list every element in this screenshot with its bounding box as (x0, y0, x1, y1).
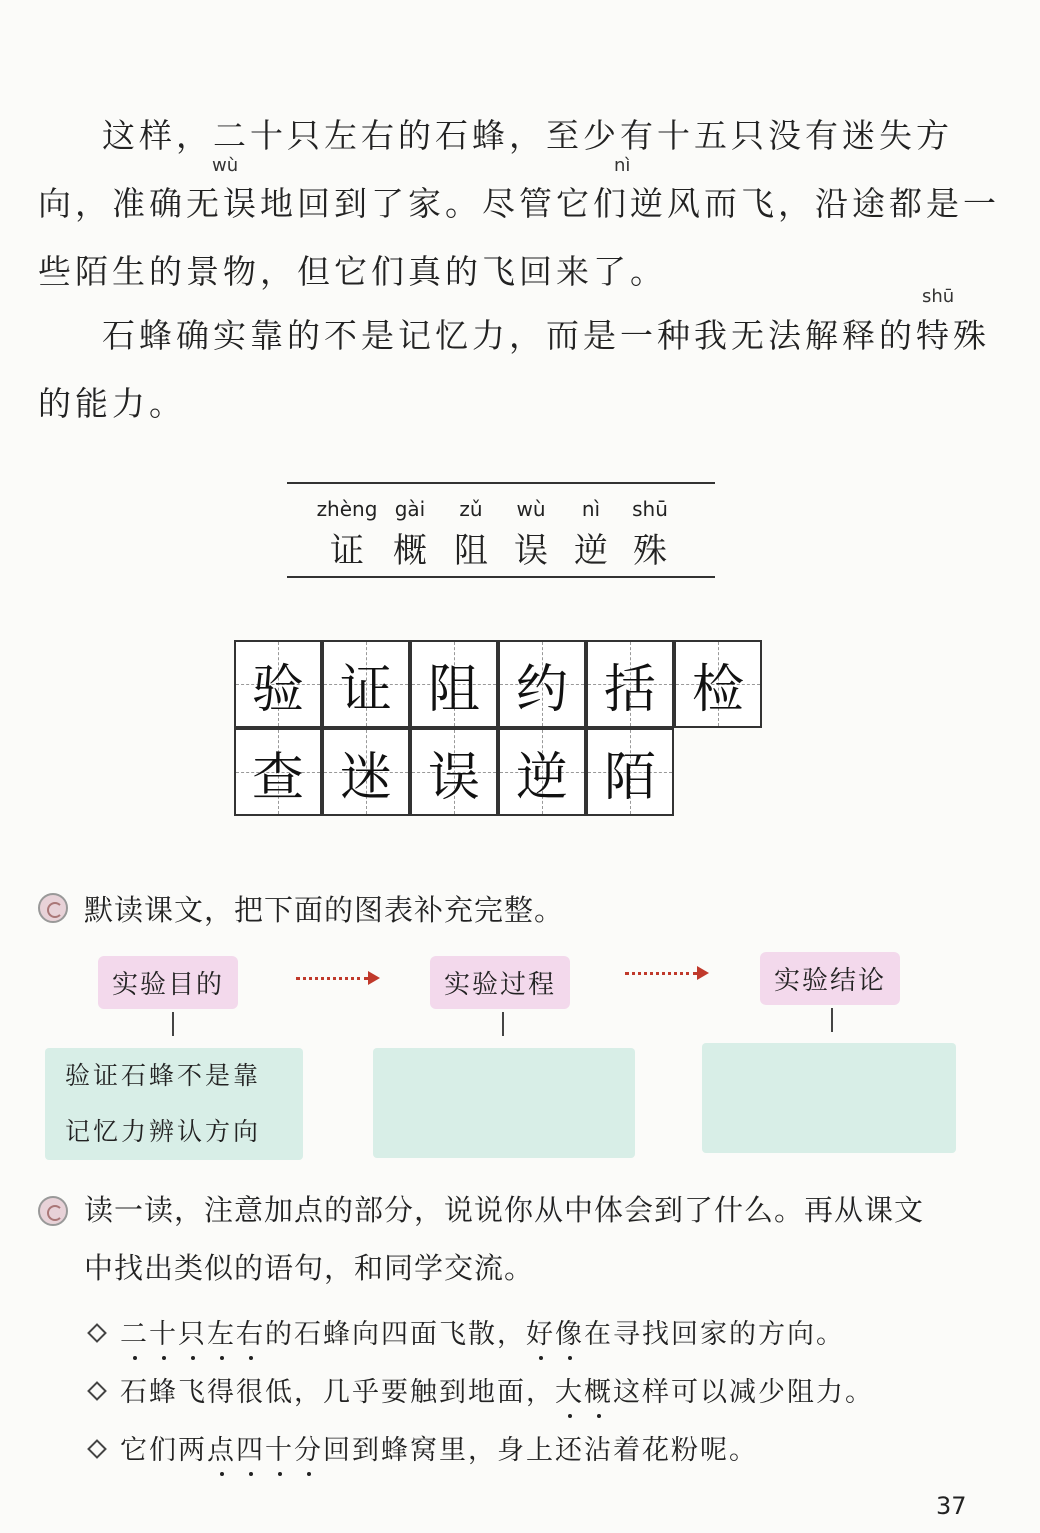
passage-line: 向，准确无误地回到了家。尽管它们逆风而飞，沿途都是一 (38, 184, 1000, 223)
box-text-line: 验证石蜂不是靠 (65, 1061, 262, 1090)
vocab-pinyin: nì (581, 497, 601, 521)
grid-cell: 证 (322, 640, 410, 728)
diagram-tag-purpose: 实验目的 (98, 956, 238, 1009)
diamond-bullet-icon (87, 1323, 107, 1343)
connector-line (172, 1012, 174, 1036)
grid-cell: 误 (410, 728, 498, 816)
grid-cell: 检 (674, 640, 762, 728)
vocab-pinyin: zǔ (459, 497, 483, 521)
vocab-top-rule (287, 482, 715, 484)
vocab-pinyin: wù (516, 497, 546, 521)
vocab-char: 概 (393, 531, 427, 571)
diamond-bullet-icon (87, 1381, 107, 1401)
vocab-pinyin: gài (394, 497, 426, 521)
passage-line: 些陌生的景物，但它们真的飞回来了。 (38, 252, 667, 291)
passage-line: 石蜂确实靠的不是记忆力，而是一种我无法解释的特殊 (102, 316, 990, 355)
vocab-char: 逆 (574, 531, 608, 571)
vocab-pinyin: zhèng (316, 497, 378, 521)
answer-box-purpose (45, 1048, 303, 1160)
diagram-tag-process: 实验过程 (430, 956, 570, 1009)
writing-grid (234, 640, 766, 816)
pinyin-annotation: wù (212, 155, 239, 176)
exercise-icon (38, 1196, 68, 1226)
vocab-char: 阻 (454, 531, 488, 571)
vocab-char: 殊 (633, 531, 667, 571)
grid-cell: 逆 (498, 728, 586, 816)
example-sentence: 它们两点四十分回到蜂窝里，身上还沾着花粉呢。 (90, 1428, 758, 1467)
exercise-instruction: 读一读，注意加点的部分，说说你从中体会到了什么。再从课文 (84, 1193, 925, 1227)
dotted-emphasis: 好像 (526, 1319, 584, 1350)
example-sentence: 二十只左右的石蜂向四面飞散，好像在寻找回家的方向。 (90, 1312, 845, 1351)
vocab-pinyin: shū (632, 497, 668, 521)
grid-cell: 验 (234, 640, 322, 728)
passage-line: 这样，二十只左右的石蜂，至少有十五只没有迷失方 (102, 116, 953, 155)
dotted-emphasis: 二十只左右 (120, 1319, 265, 1350)
example-sentence: 石蜂飞得很低，几乎要触到地面，大概这样可以减少阻力。 (90, 1370, 874, 1409)
page-number: 37 (936, 1492, 967, 1520)
grid-cell: 迷 (322, 728, 410, 816)
answer-box-process[interactable] (373, 1048, 635, 1158)
box-text-line: 记忆力辨认方向 (65, 1117, 262, 1146)
connector-line (502, 1012, 504, 1036)
pinyin-annotation: shū (922, 286, 955, 307)
pinyin-annotation: nì (614, 155, 631, 176)
grid-cell: 查 (234, 728, 322, 816)
passage-line: 的能力。 (38, 384, 186, 423)
exercise-icon (38, 893, 68, 923)
grid-cell: 阻 (410, 640, 498, 728)
vocab-item (610, 497, 690, 572)
diamond-bullet-icon (87, 1439, 107, 1459)
grid-cell: 括 (586, 640, 674, 728)
dotted-emphasis: 点四十分 (207, 1435, 323, 1466)
dotted-emphasis: 大概 (555, 1377, 613, 1408)
grid-cell: 约 (498, 640, 586, 728)
exercise-instruction: 默读课文，把下面的图表补充完整。 (84, 893, 565, 927)
exercise-instruction: 中找出类似的语句，和同学交流。 (84, 1251, 535, 1285)
grid-cell: 陌 (586, 728, 674, 816)
vocab-char: 误 (514, 531, 548, 571)
connector-line (831, 1008, 833, 1032)
vocab-bottom-rule (287, 576, 715, 578)
vocab-list (307, 497, 707, 571)
answer-box-conclusion[interactable] (702, 1043, 956, 1153)
diagram-tag-conclusion: 实验结论 (760, 952, 900, 1005)
arrow-right-icon (625, 966, 709, 980)
vocab-char: 证 (330, 531, 364, 571)
arrow-right-icon (296, 971, 380, 985)
